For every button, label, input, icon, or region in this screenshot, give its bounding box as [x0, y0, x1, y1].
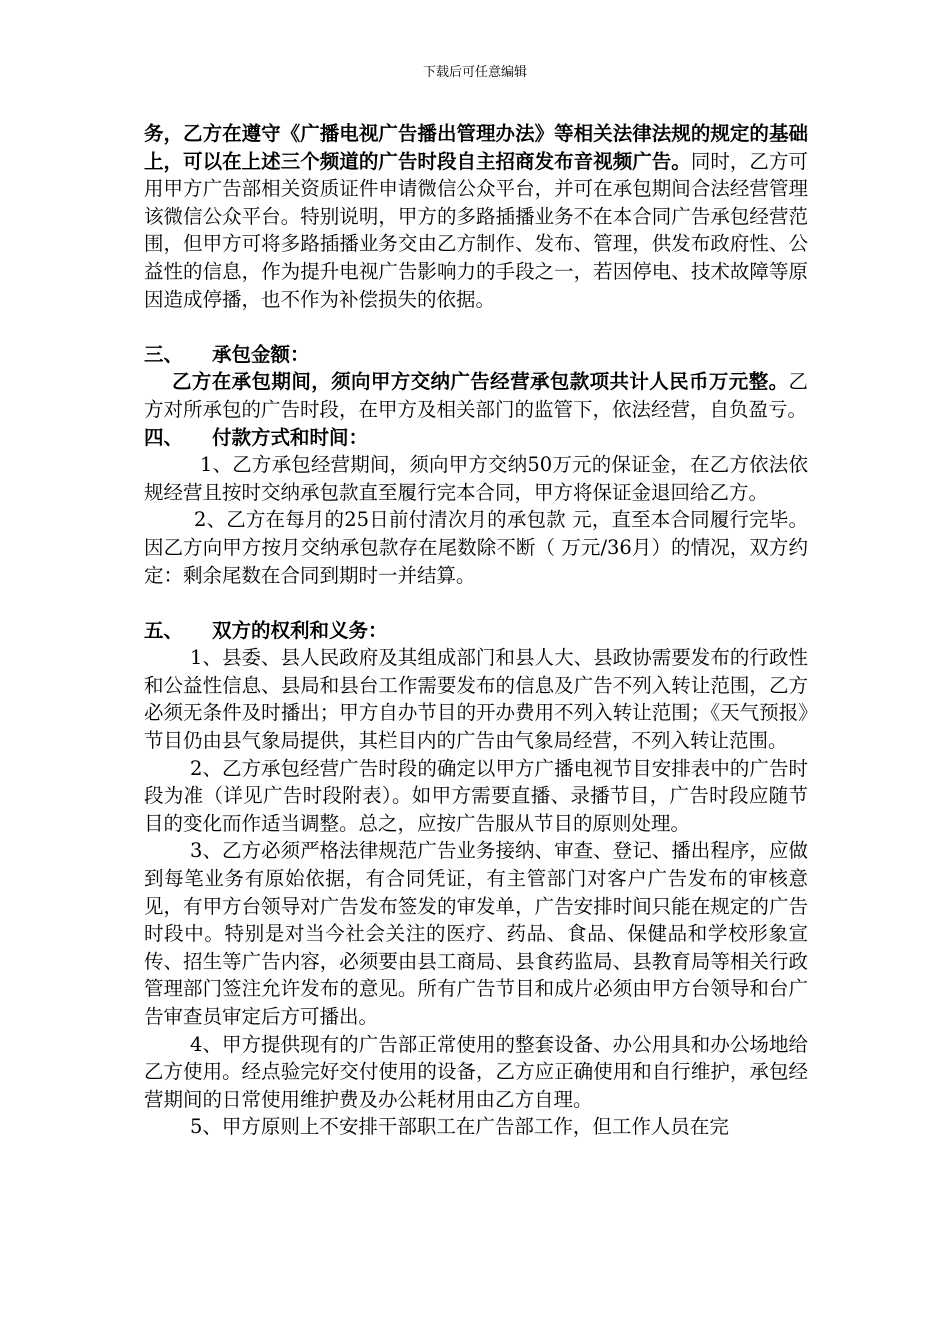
intro-paragraph: [144, 120, 808, 313]
section-3-normal-text: 乙方对所承包的广告时段，在甲方及相关部门的监管下，依法经营，自负盈亏。: [144, 370, 808, 421]
section-5-number: 五、: [144, 618, 184, 642]
section-5-item-5: 5、甲方原则上不安排干部职工在广告部工作，但工作人员在完: [190, 1115, 729, 1139]
section-5-item-2: 2、乙方承包经营广告时段的确定以甲方广播电视节目安排表中的广告时段为准（详见广告时段附表）。如甲方需要直播、录播节目，广告时段应随节目的变化而作适当调整。总之，应按广告服从节目的原则处理。: [144, 756, 808, 835]
section-4-heading: [144, 424, 808, 452]
section-3-heading: [144, 341, 808, 369]
section-5-heading: [144, 617, 808, 645]
document-body: [144, 120, 808, 1141]
section-3-title: 承包金额：: [212, 342, 310, 366]
section-4-item-1: 1、乙方承包经营期间，须向甲方交纳50万元的保证金，在乙方依法依规经营且按时交纳承包款直至履行完本合同，甲方将保证金退回给乙方。: [144, 453, 808, 504]
page-header: 下载后可任意编辑: [422, 65, 527, 80]
section-5-title: 双方的权利和义务：: [212, 618, 388, 642]
section-4-item-2: 2、乙方在每月的25日前付清次月的承包款 元，直至本合同履行完毕。因乙方向甲方按月交纳承包款存在尾数除不断（ 万元/36月）的情况，双方约定：剩余尾数在合同到期时一并结算。: [144, 508, 808, 587]
intro-bold-text: 务，乙方在遵守《广播电视广告播出管理办法》等相关法律法规的规定的基础上，可以在上述三个频道的广告时段自主招商发布音视频广告。: [144, 122, 808, 173]
section-4-number: 四、: [144, 425, 184, 449]
blank-line: [144, 589, 808, 617]
section-5-item-4: 4、甲方提供现有的广告部正常使用的整套设备、办公用具和办公场地给乙方使用。经点验完好交付使用的设备，乙方应正确使用和自行维护，承包经营期间的日常使用维护费及办公耗材用由乙方自理。: [144, 1032, 808, 1111]
section-3-bold-text: 乙方在承包期间，须向甲方交纳广告经营承包款项共计人民币万元整。: [172, 370, 789, 394]
section-5-item-1: 1、县委、县人民政府及其组成部门和县人大、县政协需要发布的行政性和公益性信息、县局和县台工作需要发布的信息及广告不列入转让范围，乙方必须无条件及时播出；甲方自办节目的开办费用不列入转让范围；《天气预报》节目仍由县气象局提供，其栏目内的广告由气象局经营，不列入转让范围。: [144, 646, 808, 753]
section-3-paragraph: [144, 368, 808, 423]
section-3-number: 三、: [144, 342, 184, 366]
intro-normal-text: 同时，乙方可用甲方广告部相关资质证件申请微信公众平台，并可在承包期间合法经营管理该微信公众平台。特别说明，甲方的多路插播业务不在本合同广告承包经营范围，但甲方可将多路插播业务交由乙方制作、发布、管理，供发布政府性、公益性的信息，作为提升电视广告影响力的手段之一，若因停电、技术故障等原因造成停播，也不作为补偿损失的依据。: [144, 149, 808, 311]
blank-line: [144, 313, 808, 341]
section-5-item-3: 3、乙方必须严格法律规范广告业务接纳、审查、登记、播出程序，应做到每笔业务有原始依据，有合同凭证，有主管部门对客户广告发布的审核意见，有甲方台领导对广告发布签发的审发单，广告安排时间只能在规定的广告时段中。特别是对当今社会关注的医疗、药品、食品、保健品和学校形象宣传、招生等广告内容，必须要由县工商局、县食药监局、县教育局等相关行政管理部门签注允许发布的意见。所有广告节目和成片必须由甲方台领导和台广告审查员审定后方可播出。: [144, 839, 808, 1028]
section-4-title: 付款方式和时间：: [212, 425, 369, 449]
